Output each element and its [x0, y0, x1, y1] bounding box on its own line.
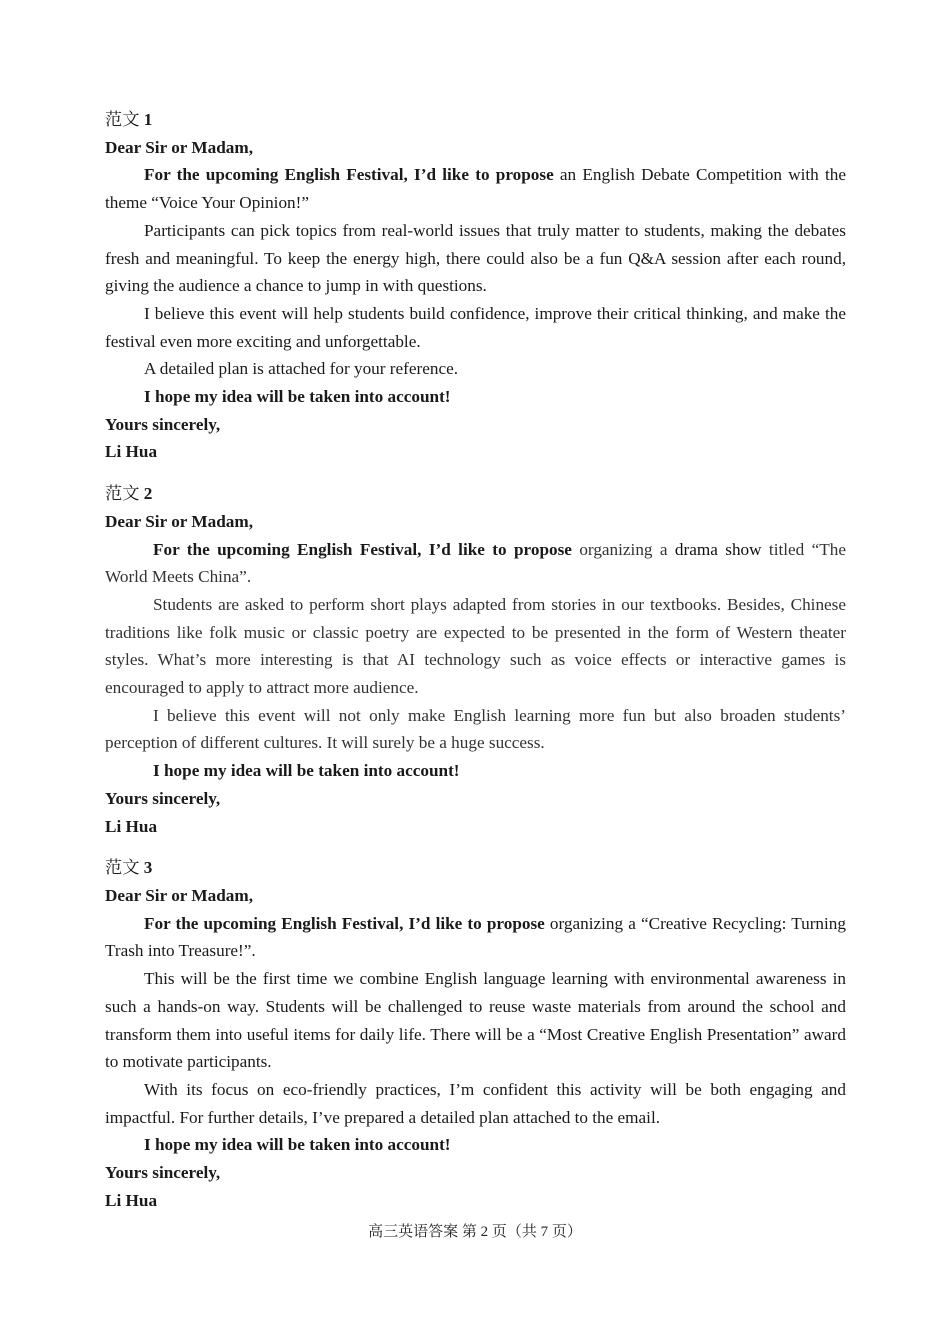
intro-rest: titled “The World Meets China”.: [105, 539, 846, 587]
paragraph-intro: [105, 536, 846, 591]
paragraph-body: Participants can pick topics from real-world issues that truly matter to students, making the debates fresh and meaningful. To keep the energy high, there could also be a fun Q&A session after each round, giving the audience a chance to jump in with questions.: [105, 220, 846, 296]
sample-essay-2: [105, 480, 846, 840]
signature: Li Hua: [105, 816, 158, 836]
sample-heading-label: 范文: [105, 484, 140, 504]
closing-line: I hope my idea will be taken into account!: [153, 761, 460, 781]
signoff: Yours sincerely,: [105, 788, 221, 808]
intro-rest: an English Debate Competition with the theme “Voice Your Opinion!”: [105, 165, 846, 213]
paragraph-body: With its focus on eco-friendly practices, I’m confident this activity will be both engaging and impactful. For further details, I’ve prepared a detailed plan attached to the email.: [105, 1079, 846, 1127]
paragraph-body: I believe this event will not only make English learning more fun but also broaden students’ perception of different cultures. It will surely be a huge success.: [105, 705, 846, 753]
sample-heading-label: 范文: [105, 110, 140, 129]
intro-highlight: drama show: [674, 539, 762, 559]
sample-heading-number: 3: [143, 858, 153, 878]
sample-heading-label: 范文: [105, 858, 140, 878]
paragraph-body: I believe this event will help students build confidence, improve their critical thinking, and make the festival even more exciting and unforgettable.: [105, 303, 846, 351]
intro-lead: For the upcoming English Festival, I’d like to propose: [144, 913, 545, 933]
page-footer: [0, 1220, 950, 1241]
closing-line: I hope my idea will be taken into account!: [144, 1135, 451, 1155]
paragraph-body: This will be the first time we combine English language learning with environmental awareness in such a hands-on way. Students will be challenged to reuse waste materials from around the school and transform them into useful items for daily life. There will be a “Most Creative English Presentation” award to motivate participants.: [105, 969, 846, 1072]
intro-mid: organizing a: [571, 539, 675, 559]
footer-page-number: 2: [480, 1224, 489, 1240]
sample-heading: [105, 480, 846, 508]
sample-heading: [105, 854, 846, 882]
sample-heading-number: 2: [143, 484, 153, 504]
paragraph-body: Students are asked to perform short plays adapted from stories in our textbooks. Besides, Chinese traditions like folk music or classic poetry are expected to be presented in the form of Western theater styles. What’s more interesting is that AI technology such as voice effects or interactive games is encouraged to apply to attract more audience.: [105, 594, 846, 698]
paragraph-body: A detailed plan is attached for your reference.: [144, 359, 458, 379]
sample-essay-1: [105, 106, 846, 466]
paragraph-intro: [105, 910, 846, 965]
intro-rest: organizing a “Creative Recycling: Turning Trash into Treasure!”.: [105, 913, 846, 961]
salutation: Dear Sir or Madam,: [105, 137, 253, 157]
footer-text: 页）: [548, 1224, 582, 1240]
signoff: Yours sincerely,: [105, 414, 221, 434]
salutation: Dear Sir or Madam,: [105, 511, 253, 531]
intro-lead: For the upcoming English Festival, I’d like to propose: [153, 539, 572, 559]
sample-heading-number: 1: [143, 110, 153, 129]
signature: Li Hua: [105, 442, 158, 462]
sample-essay-3: [105, 854, 846, 1214]
closing-line: I hope my idea will be taken into account!: [144, 387, 451, 407]
footer-text: 高三英语答案 第: [368, 1224, 481, 1240]
signoff: Yours sincerely,: [105, 1163, 221, 1183]
intro-lead: For the upcoming English Festival, I’d like to propose: [144, 165, 554, 185]
paragraph-intro: [105, 161, 846, 216]
sample-heading: [105, 106, 846, 134]
footer-text: 页（共: [488, 1224, 541, 1240]
salutation: Dear Sir or Madam,: [105, 885, 253, 905]
document-page: [105, 106, 846, 1214]
footer-total-pages: 7: [540, 1224, 549, 1240]
signature: Li Hua: [105, 1190, 158, 1210]
